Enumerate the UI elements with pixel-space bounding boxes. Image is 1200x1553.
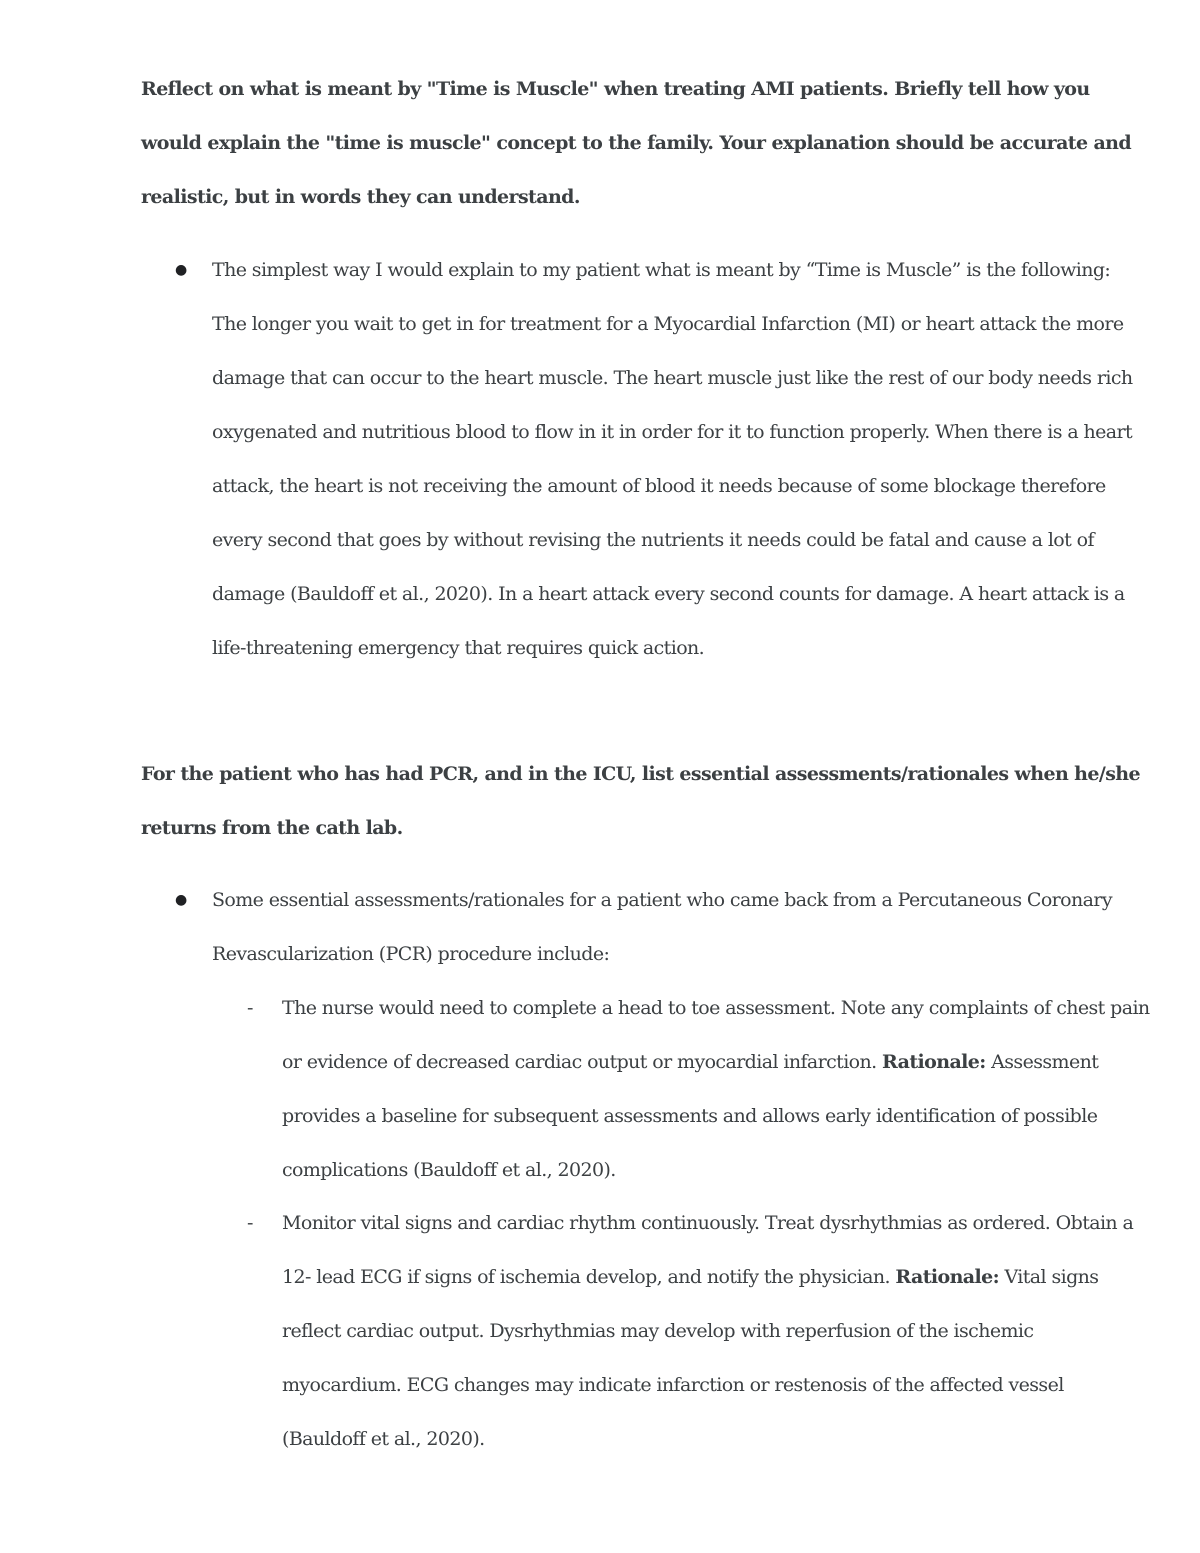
assessment-item-1-rationale: Assessment provides a baseline for subsequent assessments and allows early identification of possible complications (Bauldoff et al., 2020). [282,1051,1099,1181]
question-2: For the patient who has had PCR, and in the ICU, list essential assessments/rationales when he/she returns from the cath lab. [141,763,1141,839]
assessment-item-2-text: Monitor vital signs and cardiac rhythm continuously. Treat dysrhythmias as ordered. Obtain a 12- lead ECG if signs of ischemia develop, and notify the physician. [282,1212,1134,1288]
assessment-item-1 [247,981,1152,1197]
assessment-item-2-rationale: Vital signs reflect cardiac output. Dysrhythmias may develop with reperfusion of the ischemic myocardium. ECG changes may indicate infarction or restenosis of the affected vessel (Bauldoff et al., 2020). [282,1266,1099,1450]
rationale-label: Rationale: [895,1266,1000,1288]
bullet-icon: ● [175,892,187,908]
answer-2-list-item [175,873,1142,981]
rationale-label: Rationale: [882,1051,986,1073]
answer-1-text: The simplest way I would explain to my patient what is meant by “Time is Muscle” is the following: The longer you wait to get in for treatment for a Myocardial Infarction (MI) or heart attack the more damage that can occur to the heart muscle. The heart muscle just like the rest of our body needs rich oxygenated and nutritious blood to flow in it in order for it to function properly. When there is a heart attack, the heart is not receiving the amount of blood it needs because of some blockage therefore every second that goes by without revising the nutrients it needs could be fatal and cause a lot of damage (Bauldoff et al., 2020). In a heart attack every second counts for damage. A heart attack is a life-threatening emergency that requires quick action. [212,259,1133,659]
question-1: Reflect on what is meant by "Time is Muscle" when treating AMI patients. Briefly tell how you would explain the "time is muscle" concept to the family. Your explanation should be accurate and realistic, but in words they can understand. [141,78,1132,208]
bullet-icon: ● [175,262,187,278]
dash-icon: - [247,1212,253,1234]
dash-icon: - [247,997,253,1019]
answer-2-intro: Some essential assessments/rationales for a patient who came back from a Percutaneous Coronary Revascularization (PCR) procedure include: [212,889,1112,965]
assessment-item-2 [247,1196,1152,1466]
answer-1-list-item [175,243,1142,675]
assessment-item-1-text: The nurse would need to complete a head to toe assessment. Note any complaints of chest pain or evidence of decreased cardiac output or myocardial infarction. [282,997,1150,1073]
